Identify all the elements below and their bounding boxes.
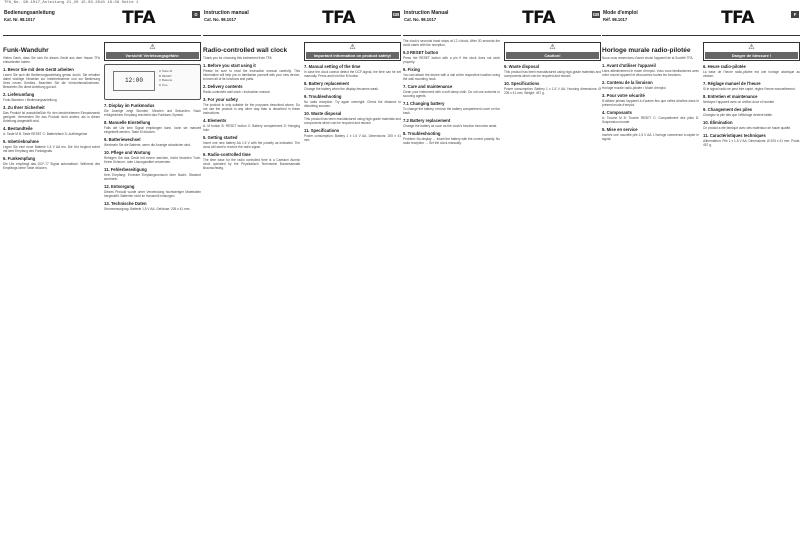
section-text: Insérez une nouvelle pile 1,5 V AA. L'horloge commence à capter le signal. <box>602 133 699 141</box>
column-right <box>504 39 601 146</box>
section-text: Please be sure to read the instruction manual carefully. This information will help you to familiarise yourself with your new device, to learn all of its functions and parts. <box>203 69 300 81</box>
warning-title: Danger de blessure ! <box>705 52 798 59</box>
section-title: 6. Funkempfang <box>3 156 36 161</box>
section-title: 8. Manuelle Einstellung <box>104 120 151 125</box>
section-title: 6. Fixing <box>403 67 420 72</box>
page-header <box>3 9 201 36</box>
section-text: Lesen Sie sich die Bedienungsanleitung genau durch. Sie erhalten dabei wichtige Hinweise zur Inbetriebnahme und zur Bedienung Ihres neuen Gerätes. Beachten Sie die Vorsichtsmaßnahmen. Bewahren Sie diese Anleitung gut auf. <box>3 73 100 89</box>
brand-logo: TFA <box>522 9 555 28</box>
warning-box <box>703 42 800 61</box>
section-text: Change the battery when the display becomes weak. <box>304 87 379 91</box>
legend-item: A Taste M <box>159 69 173 73</box>
section-title: 2. Delivery contents <box>203 84 243 89</box>
section-text: Horloge murale radio-pilotée • Mode d'emploi <box>602 86 666 90</box>
warning-icon: ⚠ <box>349 44 356 51</box>
section-title: 11. Fehlerbeseitigung <box>104 167 147 172</box>
section-title: 3. Zu Ihrer Sicherheit <box>3 105 45 110</box>
section-text: Clean your instrument with a soft damp cloth. Do not use solvents or scouring agents. <box>403 90 500 98</box>
section-text: Legen Sie eine neue Batterie 1,5 V AA ein. Die Uhr beginnt sofort mit dem Empfang des Funksignals. <box>3 145 100 153</box>
section-text: Power consumption: Battery 1 x 1.5 V AA. Housing dimensions: Ø 205 x 41 mm. Weight: 457 g. <box>504 87 601 95</box>
section-text: Die Anzeige zeigt Stunden, Minuten und Sekunden. Nach erfolgreichem Empfang erscheint das Funkturm-Symbol. <box>104 109 201 117</box>
column-left <box>403 39 500 146</box>
section-title: 7.2 Battery replacement <box>403 118 451 123</box>
part-number: Cat. No. 98.1017 <box>204 17 237 22</box>
section-title: 7.1 Changing battery <box>403 101 445 106</box>
section-title: 10. Specifications <box>504 81 540 86</box>
warning-box <box>104 42 201 61</box>
section-title: 2. Contenu de la livraison <box>602 80 653 85</box>
brand-logo: TFA <box>322 9 355 28</box>
section-title: 7. Display im Funkmodus <box>104 103 155 108</box>
section-title: 4. Bestandteile <box>3 126 33 131</box>
section-title: 7. Manual setting of the time <box>304 64 361 69</box>
device-illustration <box>104 64 201 100</box>
section-text: Change the battery as soon as the clock's function becomes weak. <box>403 124 498 128</box>
section-text: Stromversorgung: Batterie 1,5 V AA. Gehäuse: 205 x 41 mm. <box>104 207 191 211</box>
language-flag: GB <box>392 12 400 17</box>
section-text: You can attach the device with a nail at the respective location using the wall mounting hook. <box>403 73 500 81</box>
section-title: 9. Batteriewechsel <box>104 137 141 142</box>
section-text: Radio-controlled wall clock • Instruction manual <box>203 90 270 94</box>
legend-item: C Batterie <box>159 78 173 82</box>
section-text: La base de l'heure radio-pilotée est une horloge atomique au césium. <box>703 70 800 78</box>
device-display: 12:00 <box>113 71 155 91</box>
section-title: 5. Getting started <box>203 135 238 140</box>
legend-item: D Öse <box>159 82 168 87</box>
print-header-line: TFA_No. 98.1017_Anleitung 21_20 15.03.2010 16:38 Seite 1 <box>4 1 139 5</box>
section-title: 3. Pour votre sécurité <box>602 93 645 98</box>
section-title: 9. Troubleshooting <box>304 94 342 99</box>
manual-page <box>3 9 201 529</box>
section-text: Kein Empfang: Erneuter Empfangsversuch über Nacht. Standort wechseln. <box>104 173 201 181</box>
columns <box>602 36 800 148</box>
section-title: 1. Bevor Sie mit dem Gerät arbeiten <box>3 67 74 72</box>
warning-icon: ⚠ <box>149 44 156 51</box>
section-text: Falls die Uhr kein Signal empfangen kann, kann sie manuell eingestellt werden. Taste M drücken. <box>104 126 201 134</box>
section-title: 11. Specifications <box>304 128 340 133</box>
legend-item: B RESET <box>159 73 172 78</box>
intro-text: Thank you for choosing this instrument from TFA. <box>203 56 273 60</box>
columns <box>403 36 601 146</box>
section-text: The product is only suitable for the purposes described above. Do not use the product in any other way than is described in these instructions. <box>203 103 300 115</box>
columns <box>3 36 201 212</box>
section-title: 13. Technische Daten <box>104 201 147 206</box>
warning-title: Caution! <box>506 52 599 59</box>
section-text: Changez la pile dès que l'affichage devient faible. <box>703 113 773 117</box>
section-title: 7. Réglage manuel de l'heure <box>703 81 761 86</box>
page-header <box>602 9 800 36</box>
section-title: 3. For your safety <box>203 97 238 102</box>
warning-box <box>304 42 401 61</box>
section-text: Power consumption: Battery 1 x 1.5 V AA. Dimensions: 205 x 41 mm. <box>304 134 401 142</box>
page-title: Bedienungsanleitung <box>4 10 55 16</box>
section-text: Funk-Wanduhr • Bedienungsanleitung <box>3 98 57 102</box>
manual-page <box>203 9 401 529</box>
language-flag: F <box>791 11 799 18</box>
brand-logo: TFA <box>721 9 754 28</box>
warning-icon: ⚠ <box>748 44 755 51</box>
section-title: 5. Inbetriebnahme <box>3 139 39 144</box>
part-number: Kat. Nr. 98.1017 <box>4 17 35 22</box>
warning-title: Vorsicht! Verletzungsgefahr: <box>106 52 199 59</box>
section-title: 6. Heure radio-pilotée <box>703 64 746 69</box>
section-title: 6. Radio-controlled time <box>203 152 251 157</box>
column-right <box>104 39 201 212</box>
section-text: To change the battery, remove the battery compartment cover on the back. <box>403 107 500 115</box>
page-header <box>203 9 401 36</box>
section-title: 9. Changement des piles <box>703 107 753 112</box>
part-number: Cat. No. 98.1017 <box>404 17 437 22</box>
warning-title: Important information on product safety! <box>306 52 399 59</box>
section-heading: Horloge murale radio-pilotée <box>602 47 691 54</box>
section-title: 11. Caractéristiques techniques <box>703 133 766 138</box>
section-text: Insert one new battery AA 1.5 V with the polarity as indicated. The clock will start to receive the radio signal. <box>203 141 300 149</box>
section-text: Ce produit a été fabriqué avec des matériaux de haute qualité. <box>703 126 792 130</box>
section-text: Si le signal radio ne peut être capté, réglez l'heure manuellement. <box>703 87 796 91</box>
section-text: Nettoyez l'appareil avec un chiffon doux et humide. <box>703 100 775 104</box>
section-text: Die Uhr empfängt das DCF-77 Signal automatisch. Während des Empfangs keine Taste drücken. <box>3 162 100 170</box>
manual-page <box>602 9 800 529</box>
brand-logo: TFA <box>122 9 155 28</box>
column-right <box>703 39 800 148</box>
section-text: This product has been manufactured using high-grade materials and components which can be recycled and reused. <box>304 117 401 125</box>
warning-icon: ⚠ <box>549 44 556 51</box>
section-title: 1. Before you start using it <box>203 63 256 68</box>
section-text: Press the RESET button with a pin if the clock does not work properly. <box>403 56 500 64</box>
section-text: A: Touche M B: Touche RESET C: Compartiment des piles D: Suspension murale <box>602 116 699 124</box>
section-text: Lisez attentivement le mode d'emploi. Vous vous familiariserez avec votre nouvel appareil et découvrirez toutes les fonctions. <box>602 69 699 77</box>
section-title: 10. Pflege und Wartung <box>104 150 151 155</box>
section-title: 12. Entsorgung <box>104 184 135 189</box>
section-text: N'utilisez jamais l'appareil à d'autres fins que celles décrites dans le présent mode d'emploi. <box>602 99 699 107</box>
section-title: 10. Waste disposal <box>304 111 342 116</box>
page-title: Mode d'emploi <box>603 10 638 16</box>
manual-page <box>403 9 601 529</box>
section-heading: Funk-Wanduhr <box>3 47 49 54</box>
page-header <box>403 9 601 36</box>
section-text: The time base for the radio controlled time is a Caesium Atomic clock operated by the Physikalisch Technische Bundesanstalt Braunschweig. <box>203 158 300 170</box>
section-text: This product has been manufactured using high-grade materials and components which can be recycled and reused. <box>504 70 601 78</box>
column-left <box>203 39 300 171</box>
section-title: 7. Care and maintenance <box>403 84 453 89</box>
section-text: In case the clock cannot detect the DCF-signal, the time can be set manually. Press and hold the M button. <box>304 70 401 78</box>
intro-text: Nous vous remercions d'avoir choisi l'appareil de la Société TFA. <box>602 56 694 60</box>
section-title: 8. Troubleshooting <box>403 131 441 136</box>
column-right <box>304 39 401 171</box>
section-title: 10. Élimination <box>703 120 733 125</box>
page-title: Instruction Manual <box>404 10 449 16</box>
section-title: 8. Entretien et maintenance <box>703 94 758 99</box>
section-text: A: M button B: RESET button C: Battery compartment D: Hanging hole <box>203 124 300 132</box>
section-text: Problem: No display → Insert the battery with the correct polarity. No radio reception → Set the clock manually. <box>403 137 500 145</box>
language-flag: GB <box>592 12 600 17</box>
section-title: 4. Elements <box>203 118 227 123</box>
section-title: 8. Battery replacement <box>304 81 349 86</box>
device-legend <box>159 69 172 87</box>
column-left <box>602 39 699 148</box>
section-text: Wechseln Sie die Batterie, wenn die Anzeige schwächer wird. <box>104 143 191 147</box>
section-title: 9. Waste disposal <box>504 64 539 69</box>
section-title: 2. Lieferumfang <box>3 92 35 97</box>
section-text: Das Produkt ist ausschließlich für den beschriebenen Einsatzzweck geeignet. Verwenden Sie das Produkt nicht anders, als in dieser Anleitung dargestellt wird. <box>3 111 100 123</box>
section-title: 5. Mise en service <box>602 127 638 132</box>
section-heading: Radio-controlled wall clock <box>203 47 288 54</box>
section-text: Reinigen Sie das Gerät mit einem weichen, leicht feuchten Tuch. Keine Scheuer- oder Lösungsmittel verwenden. <box>104 156 201 164</box>
page-title: Instruction manual <box>204 10 249 16</box>
language-flag: D <box>192 11 200 18</box>
warning-box <box>504 42 601 61</box>
section-text: No radio reception: Try again overnight. Check the distance to disturbing sources. <box>304 100 401 108</box>
columns <box>203 36 401 171</box>
part-number: Réf. 98.1017 <box>603 17 628 22</box>
section-title: 1. Avant d'utiliser l'appareil <box>602 63 656 68</box>
column-left <box>3 39 100 212</box>
intro-text: The clock's seconds hand stops at 12 o'clock. After 30 seconds the clock starts with the reception. <box>403 39 500 47</box>
section-text: A: Taste M B: Taste RESET C: Batteriefach D: Aufhängeöse <box>3 132 88 136</box>
section-title: 5.3 RESET button <box>403 50 439 55</box>
section-text: Alimentation: Pile 1 x 1,5 V AA. Dimensions: Ø 205 x 41 mm. Poids: 457 g. <box>703 139 800 147</box>
section-text: Dieses Produkt wurde unter Verwendung hochwertiger Materialien hergestellt. Batterien nicht im Hausmüll entsorgen. <box>104 190 201 198</box>
section-title: 4. Composants <box>602 110 633 115</box>
intro-text: Vielen Dank, dass Sie sich für dieses Gerät aus dem Hause TFA entschieden haben. <box>3 56 100 64</box>
